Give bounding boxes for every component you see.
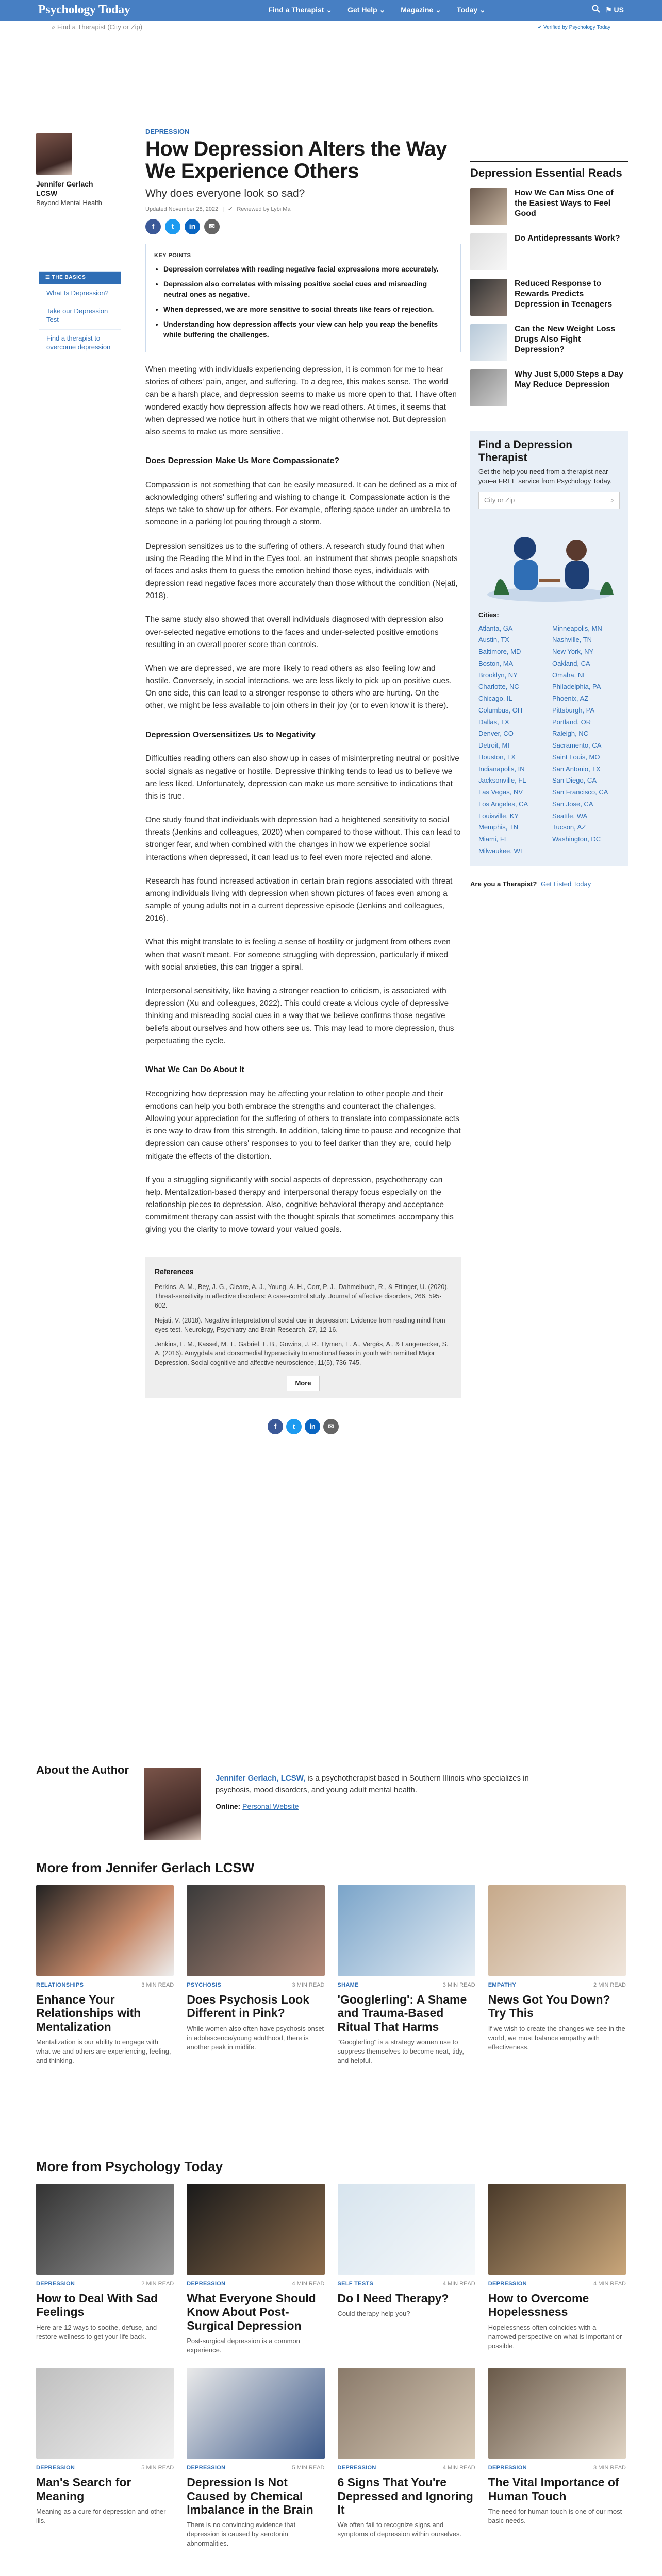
key-point: • Depression also correlates with missing positive social cues and misreading neutral ones as negative. (163, 279, 451, 299)
city-link[interactable]: Austin, TX (478, 636, 509, 644)
city-link[interactable]: Tucson, AZ (552, 823, 586, 832)
basics-link-find-therapist[interactable]: Find a therapist to overcome depression (39, 329, 121, 357)
card-tag[interactable]: DEPRESSION (187, 2281, 226, 2287)
city-link[interactable]: Washington, DC (552, 835, 601, 843)
card-description: Hopelessness often coincides with a narrowed perspective on what is important or possible. (488, 2323, 622, 2350)
essential-read-thumb (470, 233, 507, 270)
reference-item: Jenkins, L. M., Kassel, M. T., Gabriel, L. B., Gowins, J. R., Hymen, E. A., Vergés, A., & Langenecker, S. A. (2016). Amygdala and dorsomedial hyperactivity to emotional faces in youth with remitted Major Depression. Social cognitive and affective neuroscience, 11(5), 736-745. (155, 1340, 449, 1367)
card-description: We often fail to recognize signs and symptoms of depression within ourselves. (337, 2520, 462, 2538)
about-author-wrap (36, 1752, 626, 1840)
article-card[interactable] (488, 2368, 626, 2548)
paragraph: Compassion is not something that can be easily measured. It can be defined as a mix of acknowledging others' suffering and wishing to change it. Compassionate action is the steps we take to show up for others. For example, offering space under an umbrella to someone in a parking lot pouring through a storm. (145, 480, 457, 527)
linkedin-icon[interactable]: in (305, 1419, 320, 1434)
more-from-pt (36, 2159, 626, 2549)
card-image[interactable] (488, 2184, 626, 2275)
card-read-time: 3 MIN READ (593, 2465, 626, 2471)
nav-today[interactable]: Today ⌄ (456, 6, 486, 14)
card-description: Meaning as a cure for depression and other ills. (36, 2507, 166, 2524)
card-image[interactable] (36, 1885, 174, 1976)
twitter-icon[interactable]: t (165, 219, 180, 234)
card-read-time: 4 MIN READ (593, 2281, 626, 2287)
paragraph: One study found that individuals with depression had a heightened sensitivity to social threats (Jenkins and colleagues, 2020) when compared to those without. This can lead to stronger fear, and when combined with the changes in how we experience social interactions when depressed, it can lead us to feel even more rejected and alone. (145, 816, 461, 862)
article-card[interactable] (488, 2184, 626, 2355)
key-points-list (154, 264, 451, 340)
therapist-question: Are you a Therapist? (470, 879, 537, 888)
author-name[interactable]: Jennifer Gerlach LCSW (36, 180, 93, 198)
city-link[interactable]: Portland, OR (552, 718, 591, 726)
share-bar (145, 219, 461, 234)
city-link (552, 845, 620, 857)
card-tag[interactable]: DEPRESSION (337, 2465, 376, 2471)
card-description: Mentalization is our ability to engage with what we and others are experiencing, feeling, and thinking. (36, 2038, 171, 2065)
paragraph: Depression sensitizes us to the suffering of others. A research study found that when using the Reading the Mind in the Eyes tool, an instrument that shows people snapshots of faces and asks them to guess the emotion behind those eyes, individuals with depression read negative faces more accurately than those without the condition (Nejati, 2018). (145, 541, 458, 601)
personal-website-link[interactable]: Personal Website (242, 1802, 299, 1810)
card-read-time: 3 MIN READ (292, 1982, 325, 1989)
essential-read-title: Reduced Response to Rewards Predicts Depression in Teenagers (515, 279, 613, 309)
more-from-pt-title: More from Psychology Today (36, 2159, 223, 2174)
search-icon[interactable] (592, 5, 600, 16)
article-title: How Depression Alters the Way We Experience Others (145, 138, 447, 183)
city-link[interactable]: Chicago, IL (478, 694, 512, 703)
key-point: • Understanding how depression affects your view can help you reap the benefits while buffering the challenges. (163, 319, 451, 340)
essential-read-title: How We Can Miss One of the Easiest Ways to Feel Good (515, 188, 614, 218)
key-points-label: KEY POINTS (154, 252, 191, 259)
cities-grid (478, 623, 620, 857)
essential-reads-title: Depression Essential Reads (470, 161, 628, 180)
essential-read-item[interactable] (470, 279, 628, 316)
city-link[interactable]: Milwaukee, WI (478, 846, 522, 855)
card-description: Post-surgical depression is a common experience. (187, 2336, 300, 2354)
essential-read-thumb (470, 324, 507, 361)
city-link[interactable]: San Jose, CA (552, 800, 593, 808)
article-card[interactable] (338, 1885, 475, 2065)
therapist-search-input[interactable] (52, 22, 142, 32)
basics-link-what-is-depression[interactable]: What Is Depression? (39, 284, 121, 302)
card-read-time: 5 MIN READ (141, 2465, 174, 2471)
card-description: "Googlerling" is a strategy women use to suppress themselves to become neat, tidy, and helpful. (337, 2038, 464, 2065)
author-sidebar (36, 133, 106, 209)
nav-get-help[interactable]: Get Help ⌄ (347, 6, 386, 14)
basics-heading-label: THE BASICS (52, 275, 86, 280)
essential-read-thumb (470, 369, 507, 406)
flag-icon: ⚑ (605, 6, 612, 14)
card-title[interactable]: The Vital Importance of Human Touch (488, 2476, 619, 2503)
card-description: While women also often have psychosis onset in adolescence/young adulthood, there is another peak in midlife. (187, 2024, 324, 2052)
card-meta (338, 2280, 475, 2289)
author-avatar[interactable] (36, 133, 72, 175)
author-bio (216, 1773, 545, 1796)
city-link[interactable]: Dallas, TX (478, 718, 509, 726)
article-area (0, 35, 662, 1503)
card-read-time: 4 MIN READ (292, 2281, 325, 2287)
city-link[interactable]: Memphis, TN (478, 823, 519, 832)
section-heading: Does Depression Make Us More Compassionate? (145, 456, 340, 466)
online-label: Online: (216, 1802, 241, 1810)
email-icon[interactable]: ✉ (323, 1419, 339, 1434)
reviewed-by: Reviewed by Lybi Ma (237, 206, 291, 213)
card-title[interactable]: News Got You Down? Try This (488, 1993, 610, 2020)
card-meta (187, 2280, 324, 2289)
article-card[interactable] (36, 2368, 174, 2548)
section-heading: What We Can Do About It (145, 1065, 244, 1074)
card-title[interactable]: What Everyone Should Know About Post-Surgical Depression (187, 2292, 316, 2332)
paragraph: Difficulties reading others can also show up in cases of misinterpreting neutral or positive social signals as negative or hostile. Depressive thinking tends to lead us to believe we are less liked. Unfortunately, depression can make us more sensitive to indications that this is true. (145, 754, 459, 801)
article-card[interactable] (36, 2184, 174, 2355)
cities-title: Cities: (478, 611, 499, 619)
paragraph: When meeting with individuals experiencing depression, it is common for me to hear stories of others' pain, anger, and suffering. To a degree, this makes sense. The world can be a harsh place, and depression seems to make us more open to that. I have often wondered exactly how depression affects how we read others. At times, it seems that when depressed we notice hurt in others that we might otherwise not. But depression also seems to make us more sensitive. (145, 365, 457, 436)
verified-badge: ✔ Verified by Psychology Today (537, 24, 610, 30)
card-description: Here are 12 ways to soothe, defuse, and restore wellness to get your life back. (36, 2323, 157, 2341)
main-nav (162, 5, 592, 16)
card-read-time: 4 MIN READ (442, 2465, 475, 2471)
article-card[interactable] (488, 1885, 626, 2065)
card-title[interactable]: How to Deal With Sad Feelings (36, 2292, 158, 2319)
card-title[interactable]: Man's Search for Meaning (36, 2476, 131, 2503)
city-link[interactable]: Louisville, KY (478, 811, 519, 820)
article-topic[interactable]: DEPRESSION (145, 128, 190, 135)
author-affiliation: Beyond Mental Health (36, 199, 102, 207)
city-link[interactable]: San Francisco, CA (552, 788, 608, 796)
card-description: Could therapy help you? (337, 2310, 410, 2318)
card-tag[interactable]: PSYCHOSIS (187, 1982, 222, 1989)
find-therapist-title: Find a Depression Therapist (478, 438, 573, 464)
nav-magazine[interactable]: Magazine ⌄ (401, 6, 441, 14)
site-logo[interactable]: Psychology Today (38, 3, 130, 17)
article-card[interactable] (338, 2368, 475, 2548)
card-title[interactable]: How to Overcome Hopelessness (488, 2292, 589, 2319)
card-meta (187, 2464, 324, 2472)
key-point: • Depression correlates with reading negative facial expressions more accurately. (163, 264, 451, 274)
city-link[interactable]: Baltimore, MD (478, 648, 521, 656)
city-link[interactable]: Omaha, NE (552, 671, 587, 679)
card-read-time: 3 MIN READ (141, 1982, 174, 1989)
about-author-section (0, 1752, 662, 1840)
basics-box (39, 271, 121, 357)
card-image[interactable] (36, 2368, 174, 2459)
essential-read-title: Can the New Weight Loss Drugs Also Fight Depression? (515, 324, 616, 354)
more-references-button[interactable]: More (287, 1376, 320, 1391)
references-box (145, 1257, 461, 1399)
card-title[interactable]: 'Googlerling': A Shame and Trauma-Based Ritual That Harms (337, 1993, 467, 2033)
card-meta (187, 1981, 324, 1990)
author-online (216, 1801, 545, 1812)
search-icon[interactable]: ⌕ (610, 496, 614, 504)
paragraph: What this might translate to is feeling a sense of hostility or judgment from others even when that wasn't meant. For someone struggling with depression, particularly if mixed with social anxieties, this can trigger a spiral. (145, 938, 451, 972)
card-description: There is no convincing evidence that depression is caused by serotonin abnormalities. (187, 2520, 296, 2548)
card-title[interactable]: 6 Signs That You're Depressed and Ignoring It (337, 2476, 473, 2516)
share-bar-bottom (145, 1419, 461, 1434)
updated-date: Updated November 28, 2022 (145, 206, 219, 213)
card-tag[interactable]: EMPATHY (488, 1982, 516, 1989)
city-link[interactable]: Brooklyn, NY (478, 671, 518, 679)
city-link[interactable]: Minneapolis, MN (552, 624, 602, 632)
city-link[interactable]: New York, NY (552, 648, 594, 656)
card-image[interactable] (488, 1885, 626, 1976)
search-icon: ⌕ (52, 23, 56, 31)
paragraph: Research has found increased activation in certain brain regions associated with threat among individuals living with depression when shown pictures of faces even among a sample of young adults not in a current depressive episode (Jenkins and colleagues, 2016). (145, 876, 453, 923)
city-link[interactable]: Saint Louis, MO (552, 753, 600, 761)
card-tag[interactable]: RELATIONSHIPS (36, 1982, 84, 1989)
zip-search-input[interactable] (478, 492, 620, 509)
region-label: US (614, 6, 624, 14)
article-subtitle: Why does everyone look so sad? (145, 187, 305, 199)
city-link[interactable]: Nashville, TN (552, 636, 592, 644)
therapist-search-bar (0, 21, 662, 35)
card-meta (338, 1981, 475, 1990)
article-main (145, 127, 461, 1434)
top-navbar (0, 0, 662, 21)
card-tag[interactable]: SELF TESTS (337, 2281, 374, 2287)
card-description: The need for human touch is one of our most basic needs. (488, 2507, 622, 2524)
author-bio-text: is a psychotherapist based in Southern Illinois who specializes in psychosis, mood disorders, and young adult mental health. (216, 1774, 529, 1794)
city-link[interactable]: Houston, TX (478, 753, 516, 761)
article-card[interactable] (187, 1885, 324, 2065)
verified-label: Verified by Psychology Today (543, 24, 610, 30)
therapy-illustration (478, 517, 620, 605)
card-image[interactable] (338, 1885, 475, 1976)
card-tag[interactable]: DEPRESSION (36, 2465, 75, 2471)
basics-link-depression-test[interactable]: Take our Depression Test (39, 302, 121, 329)
city-link[interactable]: Raleigh, NC (552, 730, 589, 738)
card-read-time: 4 MIN READ (442, 2281, 475, 2287)
references-title: References (155, 1267, 194, 1276)
essential-read-item[interactable] (470, 233, 628, 270)
city-link[interactable]: San Diego, CA (552, 776, 597, 785)
paragraph: If you a struggling significantly with social aspects of depression, psychotherapy can help. Mentalization-based therapy and interpersonal therapy focus especially on the relationship pieces to depression. Also, cognitive behavioral therapy and acceptance commitment therapy can assist with the thought spirals that sometimes accompany this giving you the clarity to move toward your valued goals. (145, 1175, 454, 1234)
card-title[interactable]: Depression Is Not Caused by Chemical Imbalance in the Brain (187, 2476, 313, 2516)
region-selector[interactable] (605, 5, 624, 16)
twitter-icon[interactable]: t (286, 1419, 302, 1434)
key-point: • When depressed, we are more sensitive to social threats like fears of rejection. (163, 304, 451, 314)
check-icon: ✔ (228, 206, 233, 213)
card-read-time: 3 MIN READ (442, 1982, 475, 1989)
city-link[interactable]: Miami, FL (478, 835, 508, 843)
about-author-title: About the Author (36, 1764, 129, 1776)
card-read-time: 2 MIN READ (141, 2281, 174, 2287)
city-link[interactable]: Sacramento, CA (552, 741, 602, 750)
card-meta (488, 2280, 626, 2289)
card-tag[interactable]: DEPRESSION (488, 2465, 527, 2471)
city-link[interactable]: Boston, MA (478, 659, 514, 667)
article-card[interactable] (36, 1885, 174, 2065)
city-link[interactable]: Atlanta, GA (478, 624, 513, 632)
card-tag[interactable]: SHAME (337, 1982, 359, 1989)
city-link[interactable]: Columbus, OH (478, 706, 523, 714)
essential-read-item[interactable] (470, 369, 628, 406)
card-tag[interactable]: DEPRESSION (36, 2281, 75, 2287)
city-link[interactable]: Detroit, MI (478, 741, 509, 750)
card-image[interactable] (187, 2368, 324, 2459)
paragraph: Interpersonal sensitivity, like having a stronger reaction to criticism, is associated with depression (Xu and colleagues, 2022). This could create a vicious cycle of depressive thinking and misreading social cues in a way that we believe confirms those negative beliefs about ourselves and how others see us. This may lead to more depression, thus perpetuating the cycle. (145, 986, 454, 1045)
card-image[interactable] (338, 2184, 475, 2275)
article-body (145, 364, 461, 1236)
city-link[interactable]: Charlotte, NC (478, 683, 519, 691)
card-meta (338, 2464, 475, 2472)
author-cards (36, 1885, 626, 2065)
city-link[interactable]: Jacksonville, FL (478, 776, 526, 785)
essential-read-title: Do Antidepressants Work? (515, 233, 620, 243)
essential-read-thumb (470, 279, 507, 316)
essential-read-item[interactable] (470, 324, 628, 361)
basics-heading: ☰ THE BASICS (39, 272, 121, 284)
find-therapist-description: Get the help you need from a therapist near you–a FREE service from Psychology Today. (478, 468, 612, 485)
card-image[interactable] (36, 2184, 174, 2275)
card-title[interactable]: Do I Need Therapy? (337, 2292, 449, 2306)
card-meta (36, 2464, 174, 2472)
more-from-author (36, 1860, 626, 2065)
email-icon[interactable]: ✉ (204, 219, 220, 234)
city-link[interactable]: Los Angeles, CA (478, 800, 528, 808)
city-link[interactable]: Oakland, CA (552, 659, 590, 667)
author-link[interactable]: Jennifer Gerlach, LCSW, (216, 1774, 306, 1783)
essential-read-thumb (470, 188, 507, 225)
zip-placeholder: City or Zip (484, 496, 515, 504)
therapist-cta (470, 879, 628, 889)
author-photo (144, 1768, 201, 1840)
card-read-time: 2 MIN READ (593, 1982, 626, 1989)
paragraph: Recognizing how depression may be affecting your relation to other people and their emotions can help you both embrace the strengths and counteract the challenges. Allowing your appreciation for the suffering of others to translate into compassionate acts is one way to draw from this strength. In addition, taking time to pause and recognize that depression can cause others' responses to you to feel darker than they are, could help mitigate the effects of the distortion. (145, 1089, 461, 1161)
find-therapist-box (470, 431, 628, 866)
city-link[interactable]: Indianapolis, IN (478, 765, 525, 773)
facebook-icon[interactable]: f (268, 1419, 283, 1434)
essential-read-item[interactable] (470, 188, 628, 225)
section-heading: Depression Oversensitizes Us to Negativity (145, 730, 316, 739)
city-link[interactable]: Las Vegas, NV (478, 788, 523, 796)
nav-find-therapist[interactable]: Find a Therapist ⌄ (268, 6, 333, 14)
card-tag[interactable]: DEPRESSION (488, 2281, 527, 2287)
separator: | (222, 206, 224, 213)
city-link[interactable]: Phoenix, AZ (552, 694, 589, 703)
essential-read-title: Why Just 5,000 Steps a Day May Reduce Depression (515, 369, 623, 389)
card-title[interactable]: Enhance Your Relationships with Mentalization (36, 1993, 141, 2033)
paragraph: The same study also showed that overall individuals diagnosed with depression also over-selected negative emotions to the faces and under-selected positive emotions resulting in an overall poorer score than controls. (145, 615, 444, 649)
card-meta (36, 1981, 174, 1990)
reference-item: Nejati, V. (2018). Negative interpretation of social cue in depression: Evidence from reading mind from eyes test. Neurology, Psychiatry and Brain Research, 27, 12-16. (155, 1316, 445, 1333)
card-image[interactable] (338, 2368, 475, 2459)
paragraph: When we are depressed, we are more likely to read others as also feeling low and hostile. Conversely, in social interactions, we are less likely to pick up on positive cues. On one side, this can lead to a stronger response to others who are hurting. On the other, we might be less available to join others in their joy (or to even know it is there). (145, 664, 452, 710)
card-meta (36, 2280, 174, 2289)
article-card[interactable] (338, 2184, 475, 2355)
card-read-time: 5 MIN READ (292, 2465, 325, 2471)
article-card[interactable] (187, 2184, 324, 2355)
nav-right (592, 5, 624, 16)
card-description: If we wish to create the changes we see in the world, we must balance empathy with effectiveness. (488, 2024, 625, 2052)
city-link[interactable]: Seattle, WA (552, 811, 588, 820)
card-meta (488, 2464, 626, 2472)
linkedin-icon[interactable]: in (185, 219, 200, 234)
get-listed-link[interactable]: Get Listed Today (540, 879, 591, 888)
right-sidebar (470, 161, 628, 889)
city-link[interactable]: Pittsburgh, PA (552, 706, 595, 714)
city-link[interactable]: Denver, CO (478, 730, 514, 738)
card-title[interactable]: Does Psychosis Look Different in Pink? (187, 1993, 309, 2020)
search-placeholder: Find a Therapist (City or Zip) (57, 23, 143, 31)
facebook-icon[interactable]: f (145, 219, 161, 234)
more-from-author-title: More from Jennifer Gerlach LCSW (36, 1860, 255, 1875)
article-card[interactable] (187, 2368, 324, 2548)
card-image[interactable] (187, 1885, 324, 1976)
card-meta (488, 1981, 626, 1990)
pt-cards (36, 2184, 626, 2548)
city-link[interactable]: San Antonio, TX (552, 765, 601, 773)
city-link[interactable]: Philadelphia, PA (552, 683, 601, 691)
card-image[interactable] (187, 2184, 324, 2275)
article-meta (145, 205, 461, 214)
card-tag[interactable]: DEPRESSION (187, 2465, 226, 2471)
card-image[interactable] (488, 2368, 626, 2459)
reference-item: Perkins, A. M., Bey, J. G., Cleare, A. J., Young, A. H., Corr, P. J., Dahmelbuch, R., & Ettinger, U. (2020). Threat-sensitivity in affective disorders: A case-control study. Journal of affective disorders, 266, 595-602. (155, 1283, 449, 1310)
key-points-box (145, 244, 461, 352)
